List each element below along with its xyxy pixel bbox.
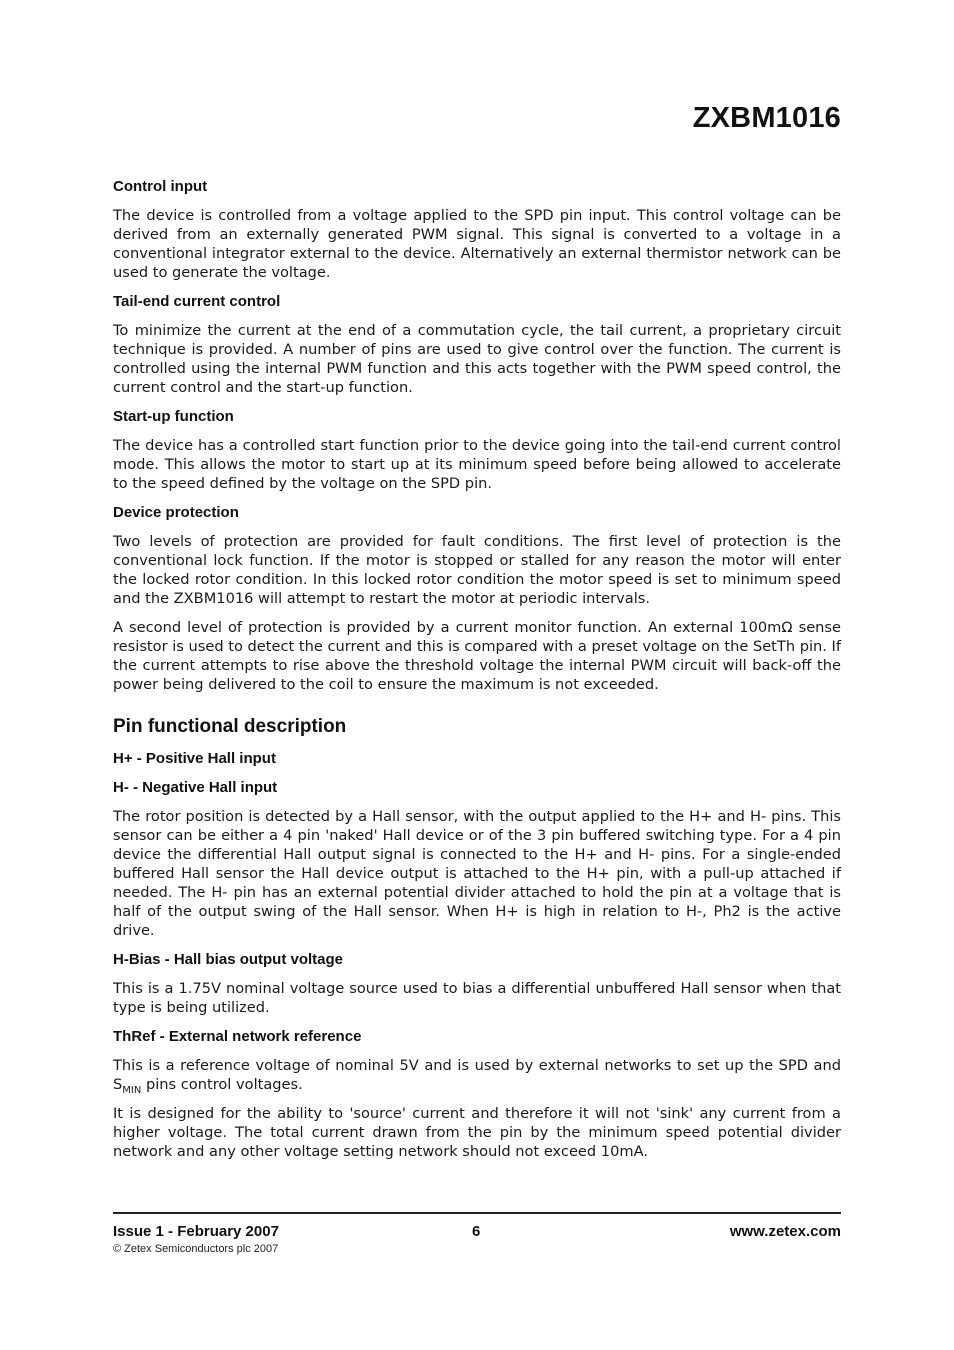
paragraph-hbias: This is a 1.75V nominal voltage source used to bias a differential unbuffered Hall sensor when that type is being utilized. xyxy=(113,980,841,1016)
paragraph-thref-1 xyxy=(113,1056,841,1094)
footer-page-number: 6 xyxy=(472,1223,481,1240)
section-title-pin-description: Pin functional description xyxy=(113,716,347,737)
paragraph-hall: The rotor position is detected by a Hall sensor, with the output applied to the H+ and H- pins. This sensor can be either a 4 pin 'naked' Hall device or of the 3 pin buffered switching type. For a 4 pin device the differential Hall output signal is connected to the H+ and H- pins. For a single-ended buffered Hall sensor the Hall device output is attached to the H+ pin, with a pull-up attached if needed. The H- pin has an external potential divider attached to hold the pin at a voltage that is half of the output swing of the Hall sensor. When H+ is high in relation to H-, Ph2 is the active drive. xyxy=(113,808,841,939)
paragraph-control-input: The device is controlled from a voltage applied to the SPD pin input. This control voltage can be derived from an externally generated PWM signal. This signal is converted to a voltage in a conventional integrator external to the device. Alternatively an external thermistor network can be used to generate the voltage. xyxy=(113,207,841,281)
thref-subscript: MIN xyxy=(122,1084,142,1096)
paragraph-protection-1: Two levels of protection are provided for fault conditions. The first level of protection is the conventional lock function. If the motor is stopped or stalled for any reason the motor will enter the locked rotor condition. In this locked rotor condition the motor speed is set to minimum speed and the ZXBM1016 will attempt to restart the motor at periodic intervals. xyxy=(113,533,841,607)
footer-issue: Issue 1 - February 2007 xyxy=(113,1223,279,1240)
pin-heading-thref: ThRef - External network reference xyxy=(113,1028,362,1045)
thref-text-a: This is a reference voltage of nominal 5V and is used by external networks to set up the SPD and S xyxy=(113,1057,841,1093)
section-heading-startup: Start-up function xyxy=(113,408,234,425)
section-heading-tail-end: Tail-end current control xyxy=(113,293,281,310)
section-heading-control-input: Control input xyxy=(113,178,208,195)
paragraph-tail-end: To minimize the current at the end of a commutation cycle, the tail current, a proprietary circuit technique is provided. A number of pins are used to give control over the function. The current is controlled using the internal PWM function and this acts together with the PWM speed control, the current control and the start-up function. xyxy=(113,322,841,396)
pin-heading-hbias: H-Bias - Hall bias output voltage xyxy=(113,951,344,968)
section-heading-protection: Device protection xyxy=(113,504,239,521)
paragraph-startup: The device has a controlled start function prior to the device going into the tail-end current control mode. This allows the motor to start up at its minimum speed before being allowed to accelerate to the speed defined by the voltage on the SPD pin. xyxy=(113,437,841,492)
footer-website-link[interactable]: www.zetex.com xyxy=(729,1223,841,1240)
paragraph-thref-2: It is designed for the ability to 'source' current and therefore it will not 'sink' any current from a higher voltage. The total current drawn from the pin by the minimum speed potential divider network and any other voltage setting network should not exceed 10mA. xyxy=(113,1105,841,1160)
pin-heading-hminus: H- - Negative Hall input xyxy=(113,779,278,796)
page-title: ZXBM1016 xyxy=(692,102,841,134)
footer-divider xyxy=(113,1212,841,1214)
page-content xyxy=(113,177,841,1171)
paragraph-protection-2: A second level of protection is provided by a current monitor function. An external 100mΩ sense resistor is used to detect the current and this is compared with a preset voltage on the SetTh pin. If the current attempts to rise above the threshold voltage the internal PWM circuit will back-off the power being delivered to the coil to ensure the maximum is not exceeded. xyxy=(113,619,841,693)
footer-copyright: © Zetex Semiconductors plc 2007 xyxy=(113,1243,279,1255)
pin-heading-hplus: H+ - Positive Hall input xyxy=(113,750,276,767)
thref-text-b: pins control voltages. xyxy=(141,1076,303,1093)
